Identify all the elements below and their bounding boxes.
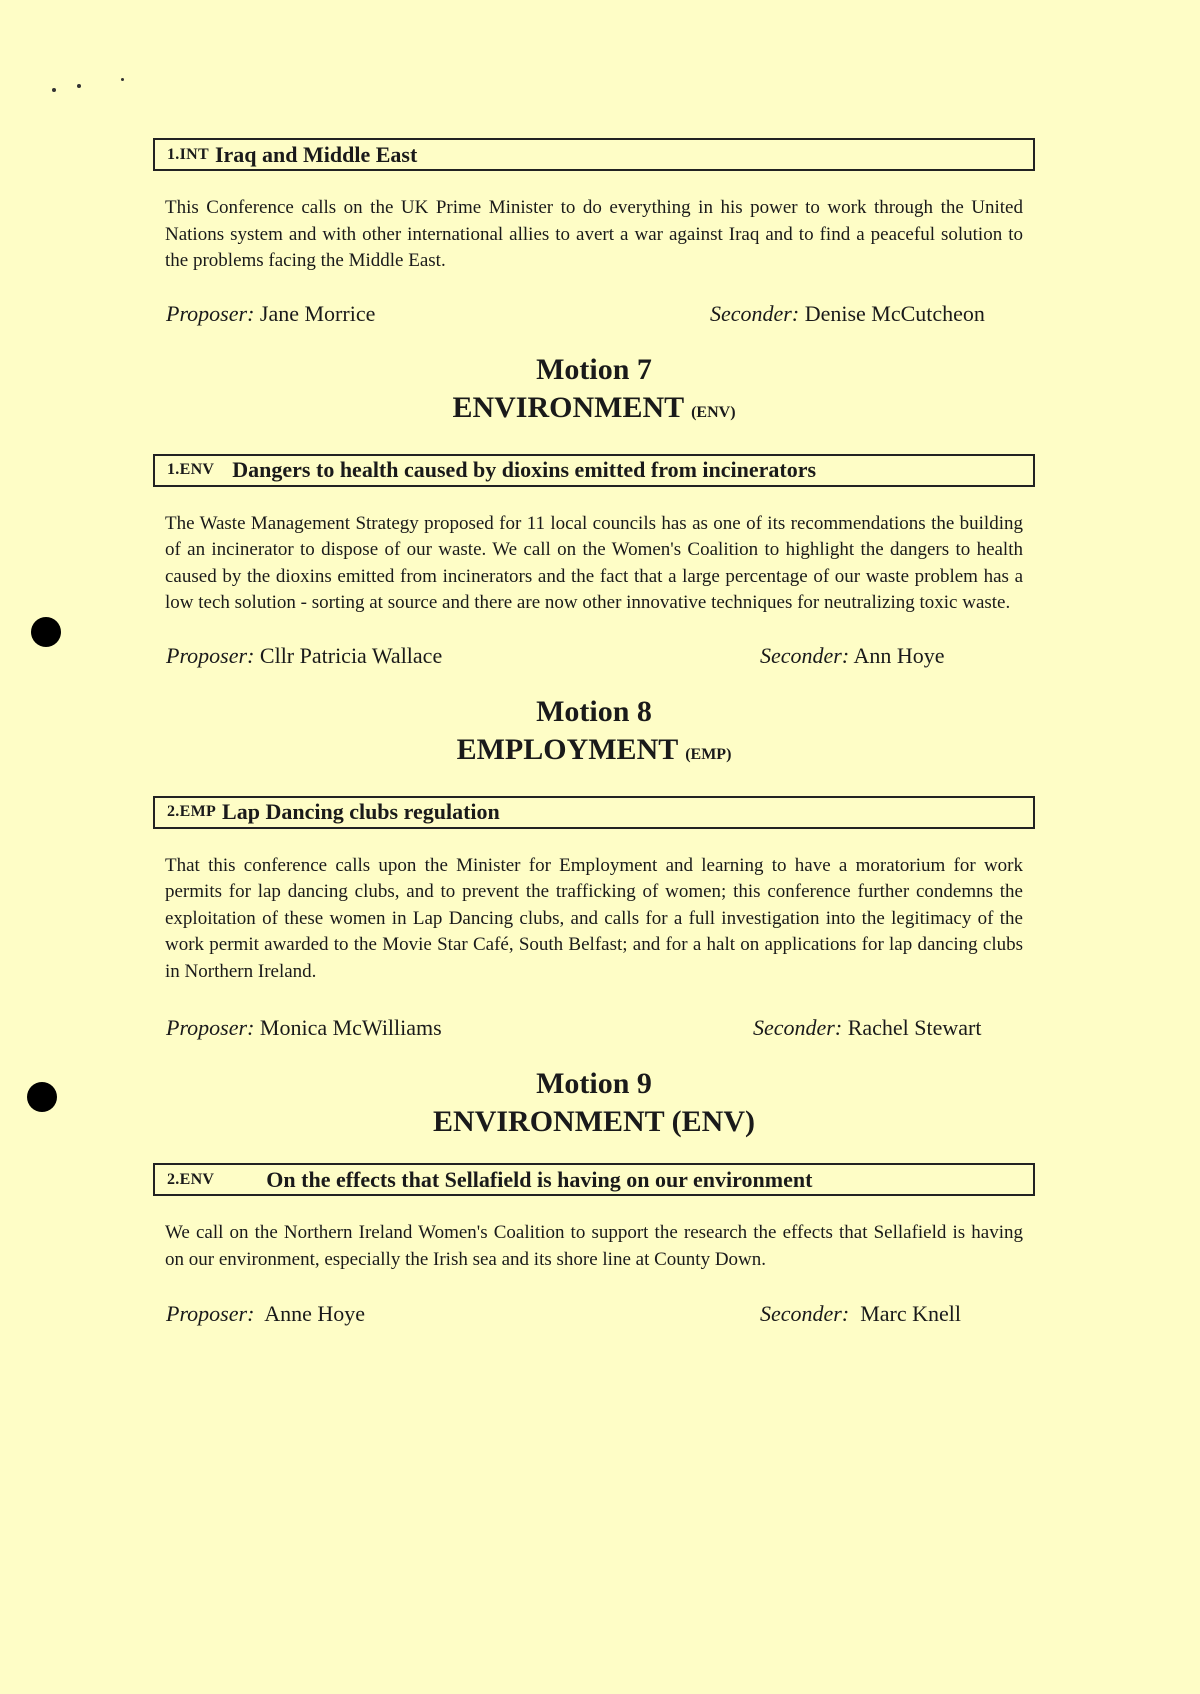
motion-title: Motion 8 (536, 694, 652, 728)
resolution-code: 2.EMP (167, 803, 217, 820)
proposer (166, 1301, 365, 1327)
motion-topic-code: (ENV) (691, 403, 736, 421)
document-body (153, 138, 1035, 1331)
seconder (760, 643, 945, 669)
proposer-name: Anne Hoye (264, 1301, 366, 1326)
signature-line (153, 1301, 1035, 1331)
scan-speck (121, 78, 124, 81)
proposer (166, 1015, 442, 1041)
proposer-label: Proposer: (166, 642, 255, 668)
seconder-label: Seconder: (710, 300, 800, 326)
proposer-name: Monica McWilliams (259, 1015, 442, 1040)
seconder-label: Seconder: (753, 1015, 843, 1040)
signature-line (153, 1015, 1035, 1045)
proposer (166, 643, 442, 669)
signature-line (153, 643, 1035, 673)
punch-hole-lower (27, 1082, 57, 1112)
scan-speck (52, 88, 56, 92)
motion-topic (153, 389, 1035, 432)
resolution-body: The Waste Management Strategy proposed for 11 local councils has as one of its recommendations the building of an incinerator to dispose of our waste. We call on the Women's Coalition to highlight the dangers to health caused by the dioxins emitted from incinerators and the fact that a large percentage of our waste problem has a low tech solution - sorting at source and there are now other innovative techniques for neutralizing toxic waste. (165, 512, 1023, 613)
proposer-name: Cllr Patricia Wallace (259, 642, 443, 668)
resolution-heading: Iraq and Middle East (214, 141, 418, 167)
resolution-heading: Lap Dancing clubs regulation (222, 799, 500, 824)
punch-hole-upper (31, 617, 61, 647)
seconder (760, 1301, 961, 1327)
proposer (166, 301, 375, 327)
resolution-heading: On the effects that Sellafield is having on our environment (266, 1166, 813, 1192)
motion-topic (153, 731, 1035, 774)
motion-topic-code: (EMP) (685, 745, 732, 763)
motion-topic-name: EMPLOYMENT (456, 732, 678, 766)
proposer-label: Proposer: (166, 300, 255, 326)
signature-line (153, 301, 1035, 331)
resolution-body: That this conference calls upon the Minister for Employment and learning to have a moratorium for work permits for lap dancing clubs, and to prevent the trafficking of women; this conference further condemns the exploitation of these women in Lap Dancing clubs, and calls for a full investigation into the legitimacy of the work permit awarded to the Movie Star Café, South Belfast; and for a halt on applications for lap dancing clubs in Northern Ireland. (165, 854, 1023, 982)
resolution-heading-box (153, 454, 1035, 487)
proposer-name: Jane Morrice (259, 300, 376, 326)
resolution-heading-box (153, 1163, 1035, 1196)
proposer-label: Proposer: (166, 1301, 255, 1326)
motion-topic-name: ENVIRONMENT (452, 390, 684, 424)
proposer-label: Proposer: (166, 1015, 255, 1040)
resolution-heading-box (153, 796, 1035, 829)
motion-title: Motion 7 (536, 352, 652, 386)
seconder (710, 301, 985, 327)
resolution-code: 2.ENV (167, 1170, 215, 1188)
seconder (753, 1015, 981, 1041)
seconder-name: Rachel Stewart (847, 1015, 982, 1040)
motion-topic: ENVIRONMENT (ENV) (433, 1105, 755, 1138)
scan-speck (77, 84, 81, 88)
motion-title: Motion 9 (536, 1067, 652, 1100)
resolution-code: 1.ENV (167, 461, 215, 478)
seconder-name: Ann Hoye (853, 642, 945, 668)
resolution-heading-box (153, 138, 1035, 171)
seconder-name: Denise McCutcheon (804, 300, 985, 326)
resolution-body: We call on the Northern Ireland Women's Coalition to support the research the effects that Sellafield is having on our environment, especially the Irish sea and its shore line at County Down. (165, 1222, 1023, 1270)
seconder-label: Seconder: (760, 642, 850, 668)
seconder-label: Seconder: (760, 1301, 850, 1326)
resolution-heading: Dangers to health caused by dioxins emitted from incinerators (232, 457, 817, 482)
seconder-name: Marc Knell (860, 1301, 961, 1326)
resolution-body: This Conference calls on the UK Prime Minister to do everything in his power to work through the United Nations system and with other international allies to avert a war against Iraq and to find a peaceful solution to the problems facing the Middle East. (165, 197, 1023, 271)
resolution-code: 1.INT (167, 145, 209, 163)
